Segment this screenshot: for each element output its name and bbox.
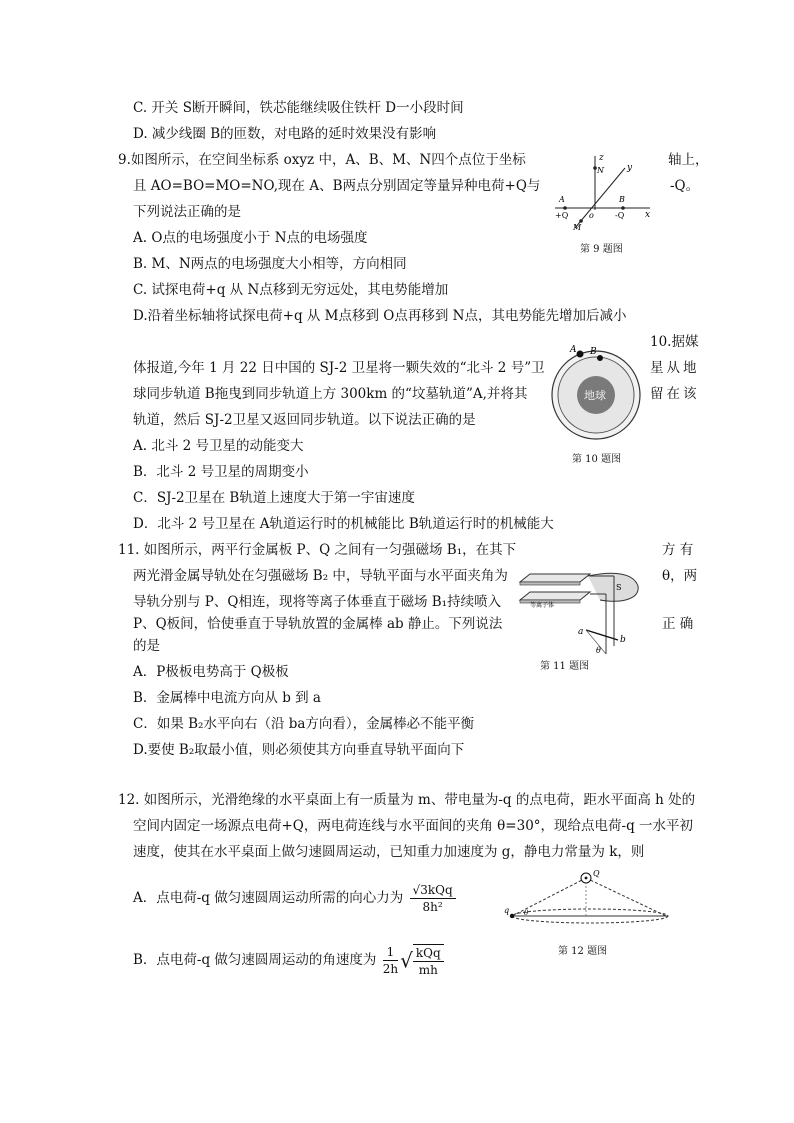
q9-fig-o: o bbox=[589, 211, 594, 220]
q12-caption: 第 12 题图 bbox=[558, 946, 608, 957]
q9-stem-line2-end: -Q。 bbox=[670, 178, 700, 194]
q9-fig-n: N bbox=[597, 166, 604, 175]
q11-option-c: C．如果 B₂水平向右（沿 ba方向看），金属棒必不能平衡 bbox=[133, 716, 475, 732]
q9-option-b: B. M、N两点的电场强度大小相等，方向相同 bbox=[133, 256, 407, 272]
q10-stem-right2: 星从地 bbox=[650, 360, 700, 376]
q9-fig-minus-q: -Q bbox=[615, 211, 625, 220]
q11-fig-a: a bbox=[578, 627, 584, 637]
q10-caption: 第 10 题图 bbox=[572, 454, 622, 465]
q10-stem-line3: 球同步轨道 B拖曳到同步轨道上方 300km 的“坟墓轨道”A,并将其 bbox=[133, 386, 528, 402]
q12-option-b-sqrt-den: mh bbox=[418, 962, 438, 977]
q12-stem-line3: 速度，使其在水平桌面上做匀速圆周运动，已知重力加速度为 g，静电力常量为 k，则 bbox=[133, 844, 645, 860]
q11-figure bbox=[516, 560, 656, 658]
q12-option-a-numerator: √3kQq bbox=[410, 882, 456, 899]
q11-stem-line4: P、Q板间，恰使垂直于导轨放置的金属棒 ab 静止。下列说法 bbox=[133, 616, 503, 632]
q8-option-c: C. 开关 S断开瞬间，铁芯能继续吸住铁杆 D一小段时间 bbox=[133, 100, 464, 116]
q10-option-d: D．北斗 2 号卫星在 A轨道运行时的机械能比 B轨道运行时的机械能大 bbox=[133, 516, 554, 532]
q12-option-a-fraction bbox=[410, 882, 456, 915]
q10-stem-line2: 体报道,今年 1 月 22 日中国的 SJ-2 卫星将一颗失效的“北斗 2 号”卫 bbox=[133, 360, 545, 376]
q8-option-d: D. 减少线圈 B的匝数，对电路的延时效果没有影响 bbox=[133, 126, 437, 142]
q11-fig-s: S bbox=[616, 583, 622, 592]
q11-stem-line5: 的是 bbox=[133, 638, 160, 654]
q9-stem-line3: 下列说法正确的是 bbox=[133, 204, 241, 220]
q10-fig-a: A bbox=[570, 345, 577, 355]
q9-fig-b: B bbox=[619, 195, 625, 204]
q12-option-b bbox=[133, 940, 446, 981]
q9-figure bbox=[545, 148, 660, 238]
q9-option-c: C. 试探电荷+q 从 N点移到无穷远处，其电势能增加 bbox=[133, 282, 449, 298]
q12-option-b-sqrt-num: kQq bbox=[413, 945, 444, 962]
q11-stem-right4: 正 确 bbox=[662, 616, 694, 632]
q11-caption: 第 11 题图 bbox=[540, 661, 590, 672]
q9-fig-x: x bbox=[645, 210, 651, 220]
q9-fig-m: M bbox=[573, 223, 582, 232]
q10-stem-right3: 留在该 bbox=[650, 386, 700, 402]
q11-fig-plasma: 等离子体 bbox=[530, 602, 555, 609]
q11-option-a: A．P极板电势高于 Q极板 bbox=[133, 664, 289, 680]
q9-stem-line1-end: 轴上， bbox=[668, 152, 709, 168]
q10-option-a: A. 北斗 2 号卫星的动能变大 bbox=[133, 438, 304, 454]
q9-stem-line1: 9.如图所示，在空间坐标系 oxyz 中，A、B、M、N四个点位于坐标 bbox=[118, 152, 526, 168]
q9-stem-line2: 且 AO=BO=MO=NO,现在 A、B两点分别固定等量异种电荷+Q与 bbox=[133, 178, 541, 194]
q11-stem-line2: 两光滑金属导轨处在匀强磁场 B₂ 中，导轨平面与水平面夹角为 bbox=[133, 568, 508, 584]
q11-fig-theta: θ bbox=[596, 646, 601, 655]
q12-option-a-text: A．点电荷-q 做匀速圆周运动所需的向心力为 bbox=[133, 890, 404, 906]
q12-option-b-coef-num: 1 bbox=[383, 944, 398, 961]
q11-stem-right2: θ，两 bbox=[662, 568, 698, 584]
q9-caption: 第 9 题图 bbox=[580, 244, 623, 255]
q12-stem-line2: 空间内固定一场源点电荷+Q，两电荷连线与水平面间的夹角 θ=30°，现给点电荷-q 一水平初 bbox=[133, 818, 694, 834]
q10-option-b: B．北斗 2 号卫星的周期变小 bbox=[133, 464, 309, 480]
q11-option-b: B．金属棒中电流方向从 b 到 a bbox=[133, 690, 321, 706]
q12-option-a bbox=[133, 878, 458, 918]
q12-option-b-coef-den: 2h bbox=[382, 962, 399, 976]
q11-stem-line3: 导轨分别与 P、Q相连，现将等离子体垂直于磁场 B₁持续喷入 bbox=[133, 594, 502, 610]
q10-fig-earth: 地球 bbox=[584, 389, 606, 402]
q9-fig-y: y bbox=[627, 163, 633, 173]
q12-option-b-text: B．点电荷-q 做匀速圆周运动的角速度为 bbox=[133, 952, 377, 968]
sqrt-icon: √ bbox=[400, 948, 413, 973]
q12-fig-q-left: q bbox=[504, 906, 510, 915]
q9-fig-z: z bbox=[599, 153, 604, 163]
q9-option-d: D.沿着坐标轴将试探电荷+q 从 M点移到 O点再移到 N点，其电势能先增加后减小 bbox=[133, 308, 627, 324]
q11-stem-right1: 方 有 bbox=[662, 542, 694, 558]
q12-fig-q-top: Q bbox=[593, 869, 600, 878]
q11-fig-b: b bbox=[620, 635, 626, 645]
q11-stem-line1: 11. 如图所示，两平行金属板 P、Q 之间有一匀强磁场 B₁，在其下 bbox=[118, 542, 517, 558]
q12-option-b-coefficient bbox=[383, 944, 398, 977]
q12-fig-theta: θ bbox=[524, 909, 529, 917]
q12-option-b-radicand bbox=[413, 944, 444, 978]
q9-option-a: A. O点的电场强度小于 N点的电场强度 bbox=[133, 230, 368, 246]
q10-stem-right1: 10.据媒 bbox=[650, 334, 699, 350]
q12-stem-line1: 12. 如图所示，光滑绝缘的水平桌面上有一质量为 m、带电量为-q 的点电荷，距水平面高 h 处的 bbox=[118, 792, 696, 808]
q10-fig-b: B bbox=[590, 347, 597, 357]
q9-fig-a: A bbox=[559, 195, 565, 204]
q11-option-d: D.要使 B₂取最小值，则必须使其方向垂直导轨平面向下 bbox=[133, 742, 465, 758]
q10-stem-line4: 轨道，然后 SJ-2卫星又返回同步轨道。以下说法正确的是 bbox=[133, 412, 476, 428]
q10-figure bbox=[548, 340, 644, 444]
q10-option-c: C．SJ-2卫星在 B轨道上速度大于第一宇宙速度 bbox=[133, 490, 415, 506]
q9-fig-plus-q: +Q bbox=[555, 211, 569, 220]
q12-option-a-denominator: 8h² bbox=[422, 900, 443, 914]
q12-figure bbox=[500, 866, 670, 928]
